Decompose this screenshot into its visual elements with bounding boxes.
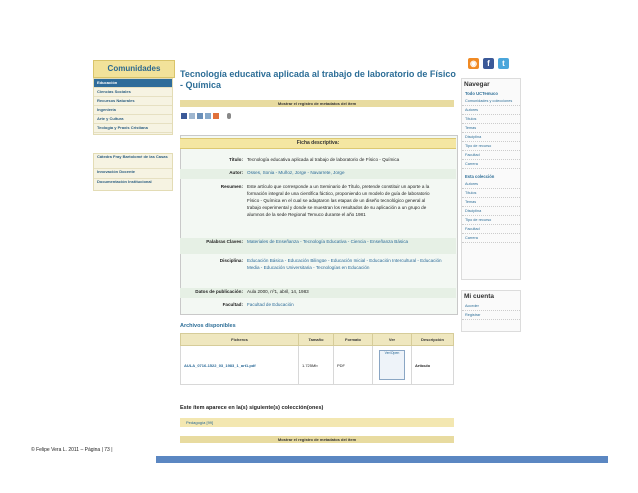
field-resumen — [180, 183, 456, 235]
twitter-icon[interactable]: t — [498, 58, 509, 69]
field-value[interactable]: Facultad de Educación — [247, 302, 294, 307]
login-link[interactable]: Acceder — [462, 302, 520, 311]
file-description: Artículo — [412, 346, 454, 385]
browse-all-item-6[interactable]: Facultad — [462, 151, 520, 160]
browse-collection-item-0[interactable]: Autores — [462, 180, 520, 189]
field-disciplina — [180, 257, 456, 285]
field-value: Este artículo que corresponde a un Seminario de Título, pretende constituir un aporte a la formación integral de una científica fáctico, proponiendo un modelo de guía de laboratorio Físico - Química en el cual se adaptaron las etapas de un diseño tecnológico general al trabajo experimental y donde se muestran los resultados de su aplicación a un grupo de alumnos de la sede Regional Temuco durante el año 1981 — [247, 184, 430, 217]
show-metadata-link-top[interactable]: Mostrar el registro de metadatos del ítem — [180, 100, 454, 107]
communities-nav-2 — [93, 153, 173, 191]
nav-item-ingenieria[interactable]: Ingeniería — [94, 106, 172, 115]
file-size: 1.725Mb — [299, 346, 334, 385]
account-title: Mi cuenta — [464, 293, 494, 300]
table-row — [181, 346, 454, 385]
field-value[interactable]: Educación Básica - Educación Bilingüe - Educación Inicial - Educación Intercultural - Educación Media - Educación Universitaria - Tecnologías en Educación — [247, 258, 442, 270]
nav-item-innovacion[interactable]: Innovación Docente — [94, 169, 172, 179]
nav-item-arte-cultura[interactable]: Arte y Cultura — [94, 115, 172, 124]
browse-collection-item-4[interactable]: Tipo de recurso — [462, 216, 520, 225]
nav-item-catedra[interactable]: Cátedra Fray Bartolomé de las Casas — [94, 154, 172, 169]
file-view-label: Ver/Open — [384, 351, 400, 355]
file-link[interactable]: AULA_0716-1522_03_1983_1_art1.pdf — [181, 346, 299, 385]
footer-bar — [156, 456, 608, 463]
files-table — [180, 333, 454, 385]
browse-collection-item-2[interactable]: Temas — [462, 198, 520, 207]
col-tamano: Tamaño — [299, 334, 334, 346]
browse-all-item-0[interactable]: Comunidades y colecciones — [462, 97, 520, 106]
facebook-share-icon[interactable] — [181, 113, 187, 119]
show-metadata-link-bottom[interactable]: Mostrar el registro de metadatos del ítem — [180, 436, 454, 443]
field-label: Facultad: — [222, 302, 243, 307]
browse-all-item-3[interactable]: Temas — [462, 124, 520, 133]
browse-all-item-1[interactable]: Autores — [462, 106, 520, 115]
browse-all-item-7[interactable]: Carrera — [462, 160, 520, 169]
communities-header: Comunidades — [93, 60, 175, 78]
browse-all-item-4[interactable]: Disciplina — [462, 133, 520, 142]
field-titulo — [180, 156, 456, 166]
facebook-icon[interactable]: f — [483, 58, 494, 69]
bookmark-icon[interactable] — [205, 113, 211, 119]
communities-nav — [93, 78, 173, 135]
field-datos-publicacion — [180, 288, 456, 298]
item-title: Tecnología educativa aplicada al trabajo de laboratorio de Físico - Química — [180, 69, 456, 90]
browse-collection-item-5[interactable]: Facultad — [462, 225, 520, 234]
nav-item-recursos-naturales[interactable]: Recursos Naturales — [94, 97, 172, 106]
browse-panel — [461, 78, 521, 280]
field-value[interactable]: Osses, Sonia - Muñoz, Jorge - Navarrete, Jorge — [247, 170, 345, 175]
field-value: Tecnología educativa aplicada al trabajo de laboratorio de Físico - Química — [247, 157, 400, 162]
nav-item-ciencias-sociales[interactable]: Ciencias Sociales — [94, 88, 172, 97]
field-autor — [180, 169, 456, 179]
ficha-heading: Ficha descriptiva: — [180, 138, 456, 149]
field-label: Palabras Claves: — [206, 239, 243, 244]
account-panel — [461, 290, 521, 332]
col-ver: Ver — [373, 334, 412, 346]
page-footer: © Felipe Vera L. 2011 – Página | 73 | — [31, 447, 113, 453]
col-descripcion: Descripción — [412, 334, 454, 346]
field-palabras-claves — [180, 238, 456, 254]
field-label: Disciplina: — [219, 258, 243, 263]
field-facultad — [180, 301, 456, 311]
field-label: Título: — [228, 157, 243, 162]
email-share-icon[interactable] — [189, 113, 195, 119]
files-heading: Archivos disponibles — [180, 323, 236, 329]
field-value[interactable]: Materiales de Enseñanza - Tecnología Educativa - Ciencia - Enseñanza Básica — [247, 239, 409, 244]
field-value: Aula 2000, nº1, abril, 14, 1983 — [247, 289, 309, 294]
register-link[interactable]: Registrar — [462, 311, 520, 320]
browse-title: Navegar — [464, 81, 490, 88]
file-thumbnail[interactable] — [379, 350, 405, 380]
rss-icon[interactable]: ◉ — [468, 58, 479, 69]
field-label: Datos de publicación: — [195, 289, 243, 294]
share-icon[interactable] — [213, 113, 219, 119]
field-label: Resumen: — [220, 184, 243, 189]
nav-item-educacion[interactable]: Educación — [94, 79, 172, 88]
nav-item-teologia[interactable]: Teología y Praxis Cristiana — [94, 124, 172, 133]
col-ficheros: Ficheros — [181, 334, 299, 346]
file-format: PDF — [334, 346, 373, 385]
col-formato: Formato — [334, 334, 373, 346]
browse-collection-item-1[interactable]: Títulos — [462, 189, 520, 198]
browse-all-label: Todo UCTemuco — [465, 91, 498, 96]
browse-collection-item-6[interactable]: Carrera — [462, 234, 520, 243]
browse-collection-label: Esta colección — [465, 174, 495, 179]
field-label: Autor: — [229, 170, 243, 175]
print-icon[interactable] — [197, 113, 203, 119]
nav-item-documentacion[interactable]: Documentación Institucional — [97, 179, 152, 184]
download-icon[interactable] — [227, 113, 231, 119]
collection-link[interactable]: Pedagogía [99] — [180, 418, 454, 427]
browse-all-item-2[interactable]: Títulos — [462, 115, 520, 124]
collections-heading: Este ítem aparece en la(s) siguiente(s) colección(ones) — [180, 405, 324, 411]
browse-collection-item-3[interactable]: Disciplina — [462, 207, 520, 216]
browse-all-item-5[interactable]: Tipo de recurso — [462, 142, 520, 151]
